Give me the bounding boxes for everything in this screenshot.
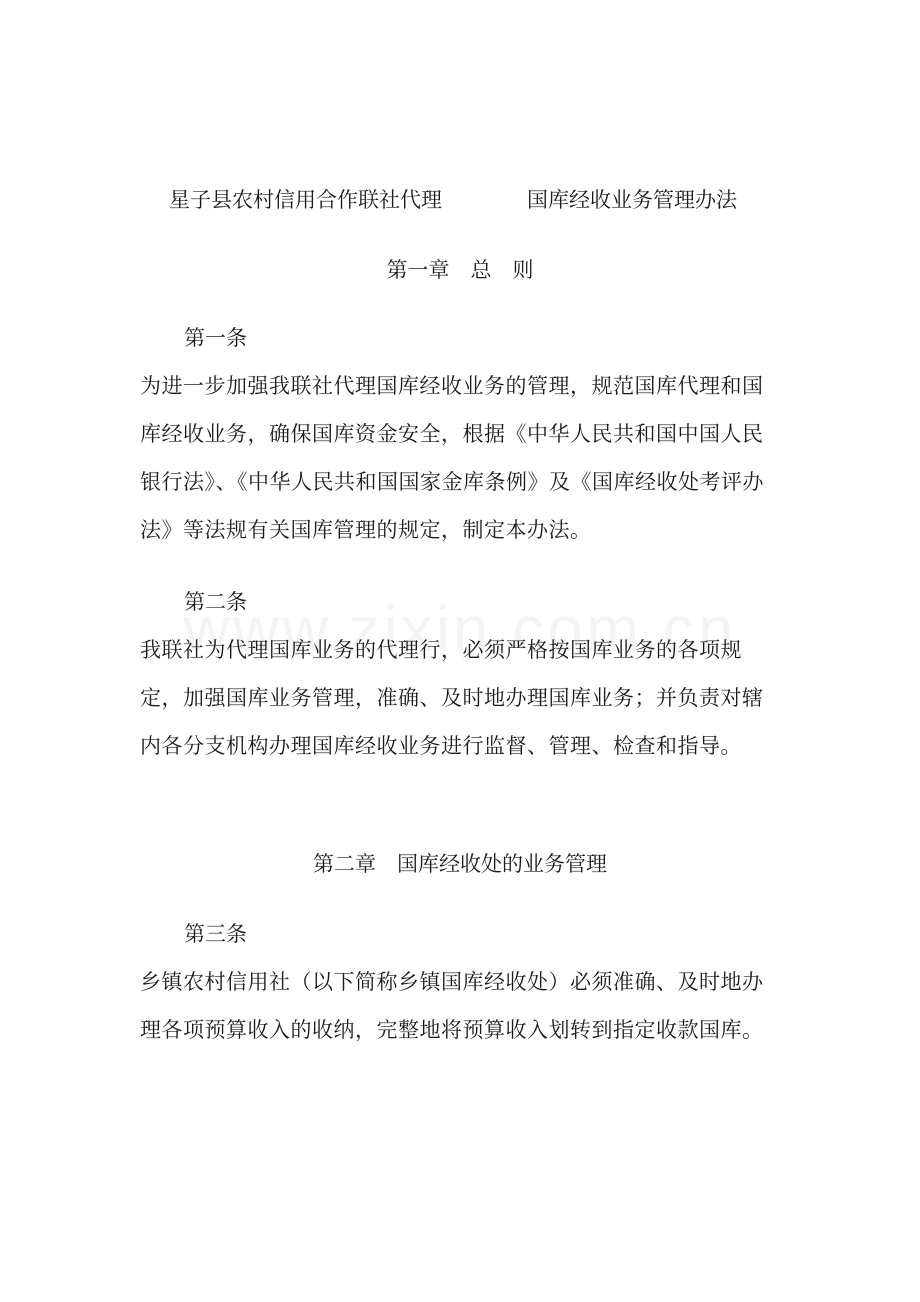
article-label-3: 第三条 [184,922,247,946]
chapter-heading-2: 第二章 国库经收处的业务管理 [313,852,607,876]
chapter-heading-1: 第一章 总 则 [386,258,534,282]
article-text-1: 为进一步加强我联社代理国库经收业务的管理，规范国库代理和国库经收业务，确保国库资金安全，根据《中华人民共和国中国人民银行法》、《中华人民共和国国家金库条例》及《国库经收处考评办法》等法规有关国库管理的规定，制定本办法。 [140,374,764,542]
document-title-part1: 星子县农村信用合作联社代理 [169,188,442,212]
article-text-3: 乡镇农村信用社（以下简称乡镇国库经收处）必须准确、及时地办理各项预算收入的收纳，完整地将预算收入划转到指定收款国库。 [140,970,764,1042]
article-label-1: 第一条 [184,326,247,350]
article-label-2: 第二条 [184,590,247,614]
article-text-2: 我联社为代理国库业务的代理行，必须严格按国库业务的各项规定，加强国库业务管理，准确、及时地办理国库业务；并负责对辖内各分支机构办理国库经收业务进行监督、管理、检查和指导。 [140,638,764,758]
document-title-part2: 国库经收业务管理办法 [527,188,737,212]
document-title [0,184,920,216]
